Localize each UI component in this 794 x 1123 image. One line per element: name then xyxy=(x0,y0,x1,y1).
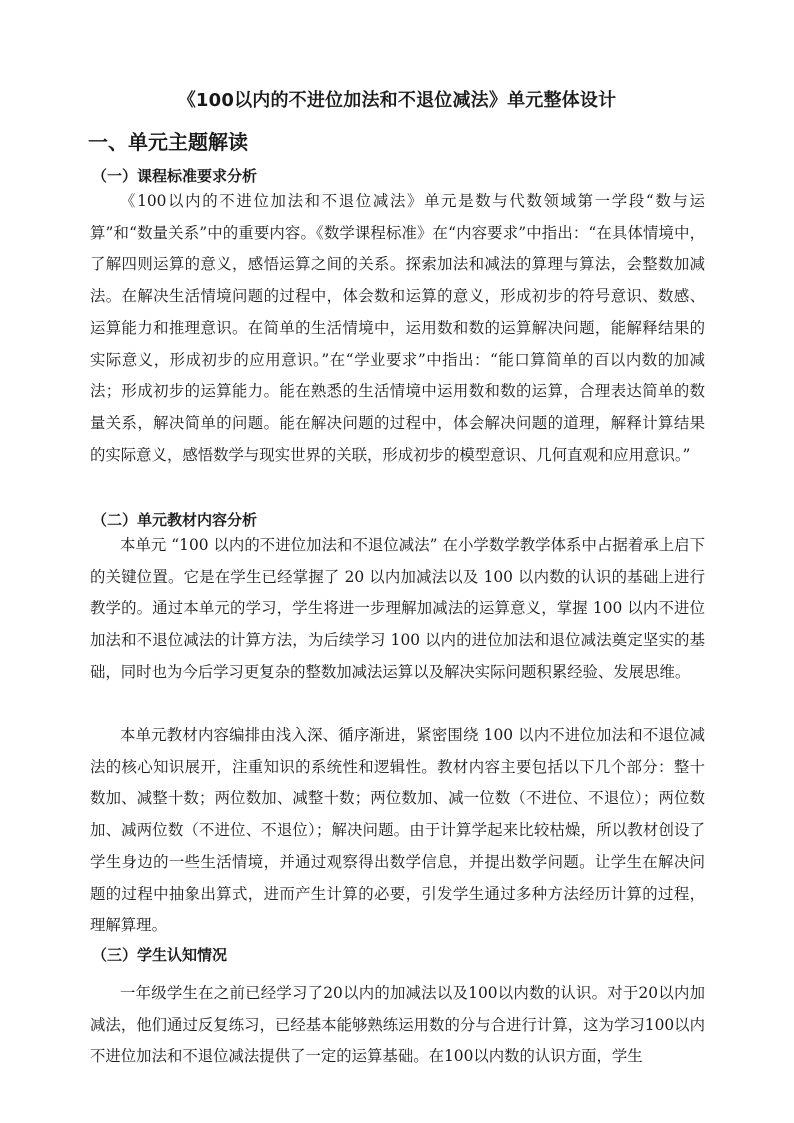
subsection-heading-student-cognition: （三）学生认知情况 xyxy=(92,946,228,964)
paragraph-student-cognition: 一年级学生在之前已经学习了20以内的加减法以及100以内数的认识。对于20以内加减法，他们通过反复练习，已经基本能够熟练运用数的分与合进行计算，这为学习100以内不进位加法和不退位减法提供了一定的运算基础。在100以内数的认识方面，学生 xyxy=(90,984,705,1066)
subsection-heading-textbook-content: （二）单元教材内容分析 xyxy=(92,511,258,529)
paragraph-textbook-content-1: 本单元 “100 以内的不进位加法和不退位减法” 在小学数学教学体系中占据着承上启下的关键位置。它是在学生已经掌握了 20 以内加减法以及 100 以内数的认识的基础上进行教学的。通过本单元的学习，学生将进一步理解加减法的运算意义，掌握 100 以内不进位加法和不退位减法的计算方法，为后续学习 100 以内的进位加法和退位减法奠定坚实的基础，同时也为今后学习更复杂的整数加减法运算以及解决实际问题积累经验、发展思维。 xyxy=(90,536,705,681)
subsection-heading-curriculum-standard: （一）课程标准要求分析 xyxy=(92,167,258,185)
section-heading-unit-theme: 一、单元主题解读 xyxy=(88,130,248,154)
paragraph-textbook-content-2: 本单元教材内容编排由浅入深、循序渐进，紧密围绕 100 以内不进位加法和不退位减法的核心知识展开，注重知识的系统性和逻辑性。教材内容主要包括以下几个部分：整十数加、减整十数；两位数加、减整十数；两位数加、减一位数（不进位、不退位）；两位数加、减两位数（不进位、不退位）；解决问题。由于计算学起来比较枯燥，所以教材创设了学生身边的一些生活情境，并通过观察得出数学信息，并提出数学问题。让学生在解决问题的过程中抽象出算式，进而产生计算的必要，引发学生通过多种方法经历计算的过程，理解算理。 xyxy=(90,726,705,935)
document-title: 《100以内的不进位加法和不退位减法》单元整体设计 xyxy=(177,90,617,111)
paragraph-curriculum-standard: 《100以内的不进位加法和不退位减法》单元是数与代数领域第一学段“数与运算”和“数量关系”中的重要内容。《数学课程标准》在“内容要求”中指出：“在具体情境中，了解四则运算的意义，感悟运算之间的关系。探索加法和减法的算理与算法，会整数加减法。在解决生活情境问题的过程中，体会数和运算的意义，形成初步的符号意识、数感、运算能力和推理意识。在简单的生活情境中，运用数和数的运算解决问题，能解释结果的实际意义，形成初步的应用意识。”在“学业要求”中指出：“能口算简单的百以内数的加减法；形成初步的运算能力。能在熟悉的生活情境中运用数和数的运算，合理表达简单的数量关系，解决简单的问题。能在解决问题的过程中，体会解决问题的道理，解释计算结果的实际意义，感悟数学与现实世界的关联，形成初步的模型意识、几何直观和应用意识。” xyxy=(90,192,705,464)
